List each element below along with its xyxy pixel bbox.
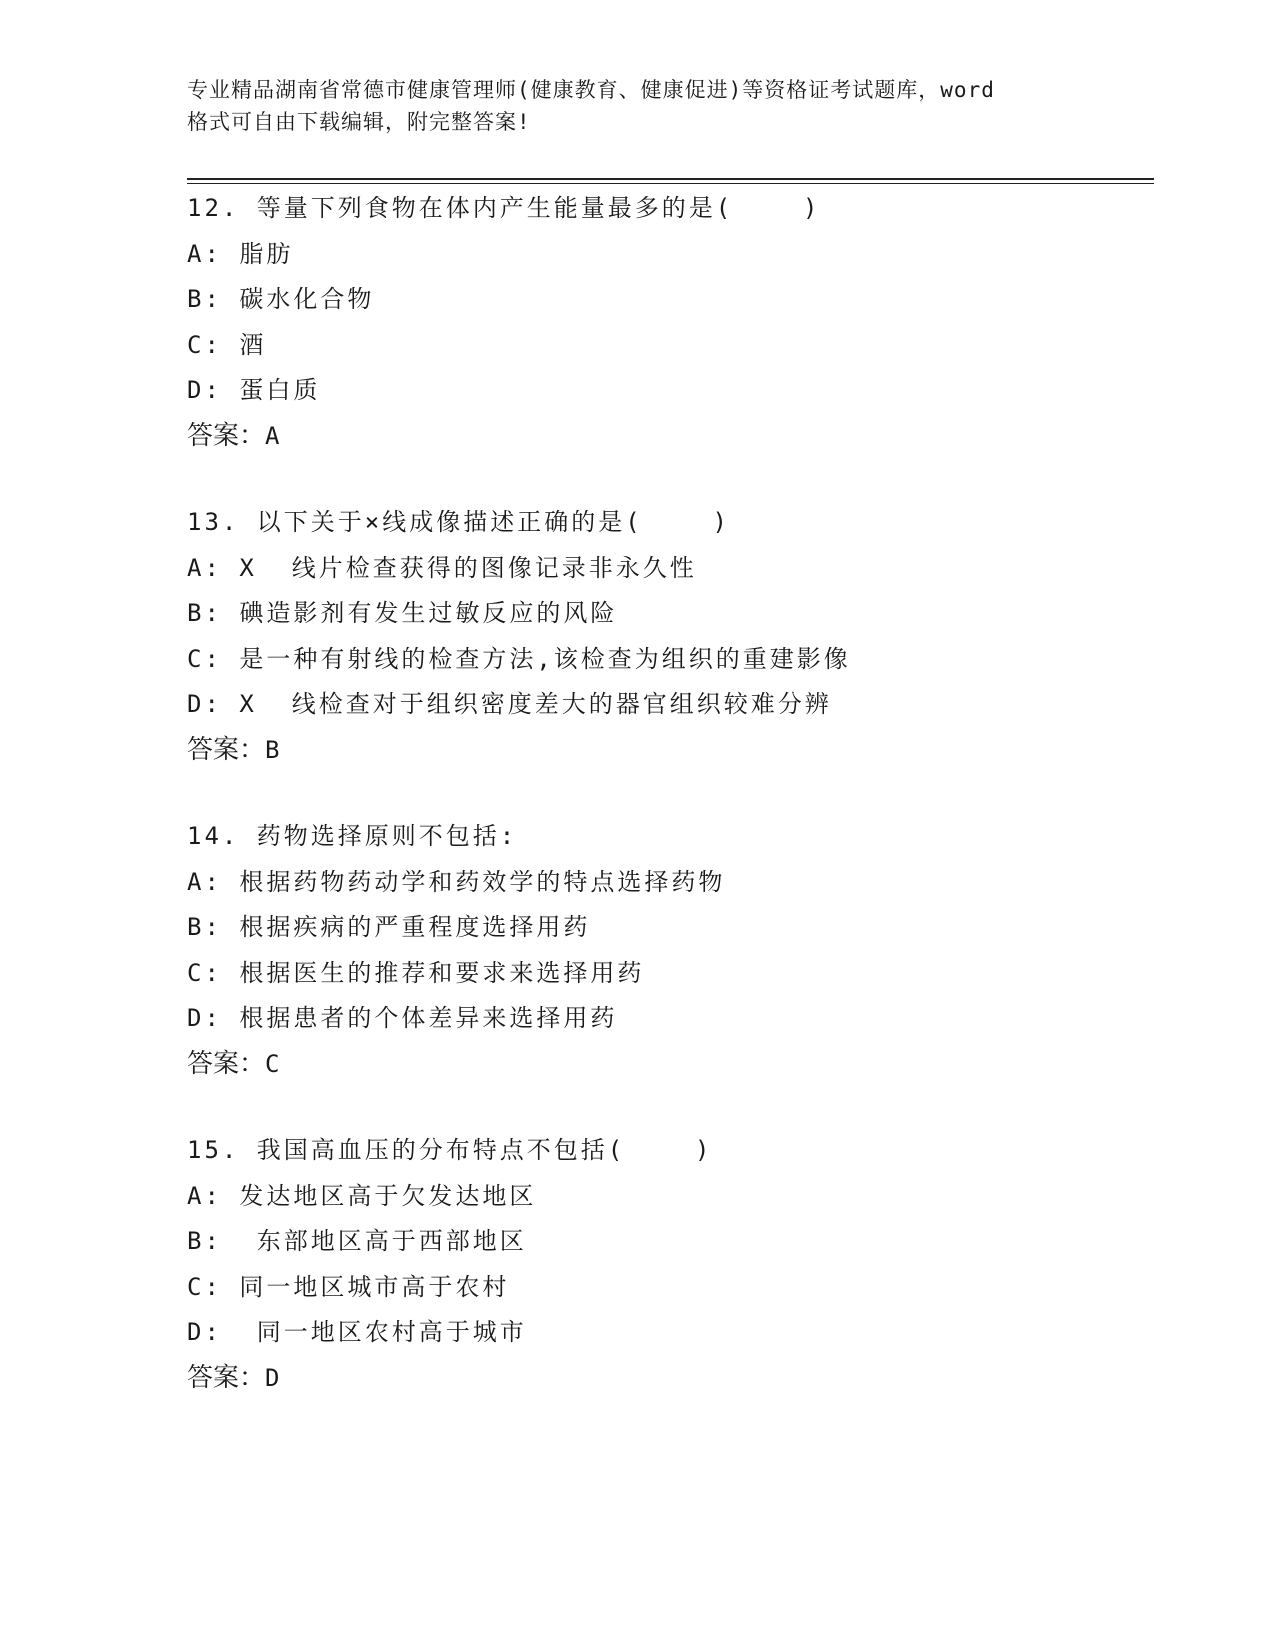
option-b: B: 碳水化合物	[187, 285, 375, 313]
option-c: C: 根据医生的推荐和要求来选择用药	[187, 958, 645, 987]
document-header	[187, 74, 1087, 138]
question-12	[187, 186, 1147, 459]
option-a: A: 根据药物药动学和药效学的特点选择药物	[187, 867, 726, 896]
option-a: A: 脂肪	[187, 239, 294, 268]
header-line-1: 专业精品湖南省常德市健康管理师(健康教育、健康促进)等资格证考试题库，word	[187, 78, 995, 102]
option-a: A: X 线片检查获得的图像记录非永久性	[187, 553, 697, 582]
question-13	[187, 500, 1147, 773]
question-stem: 13. 以下关于×线成像描述正确的是( )	[187, 508, 730, 536]
option-d: D: 根据患者的个体差异来选择用药	[187, 1004, 618, 1032]
answer-value: A	[265, 421, 280, 450]
option-c: C: 酒	[187, 330, 267, 359]
question-stem: 12. 等量下列食物在体内产生能量最多的是( )	[187, 194, 821, 222]
option-d: D: 蛋白质	[187, 376, 321, 404]
answer-line	[187, 1042, 1147, 1088]
question-15	[187, 1128, 1147, 1401]
option-b: B: 碘造影剂有发生过敏反应的风险	[187, 599, 618, 627]
header-divider-top	[187, 178, 1154, 180]
option-c: C: 同一地区城市高于农村	[187, 1272, 510, 1301]
answer-value: C	[265, 1049, 280, 1078]
question-stem: 15. 我国高血压的分布特点不包括( )	[187, 1136, 713, 1164]
option-d: D: X 线检查对于组织密度差大的器官组织较难分辨	[187, 690, 832, 718]
question-stem: 14. 药物选择原则不包括:	[187, 822, 518, 850]
answer-label: 答案：	[187, 1048, 266, 1079]
header-line-2: 格式可自由下载编辑，附完整答案!	[187, 110, 531, 134]
header-divider-bottom	[187, 183, 1154, 184]
option-a: A: 发达地区高于欠发达地区	[187, 1181, 537, 1210]
answer-value: D	[265, 1363, 280, 1392]
option-d: D: 同一地区农村高于城市	[187, 1318, 527, 1346]
answer-line	[187, 1356, 1147, 1402]
question-14	[187, 814, 1147, 1087]
answer-value: B	[265, 735, 280, 764]
answer-label: 答案：	[187, 420, 266, 451]
option-c: C: 是一种有射线的检查方法,该检查为组织的重建影像	[187, 644, 851, 673]
answer-label: 答案：	[187, 734, 266, 765]
option-b: B: 东部地区高于西部地区	[187, 1227, 527, 1255]
option-b: B: 根据疾病的严重程度选择用药	[187, 913, 591, 941]
answer-line	[187, 728, 1147, 774]
answer-label: 答案：	[187, 1362, 266, 1393]
answer-line	[187, 414, 1147, 460]
